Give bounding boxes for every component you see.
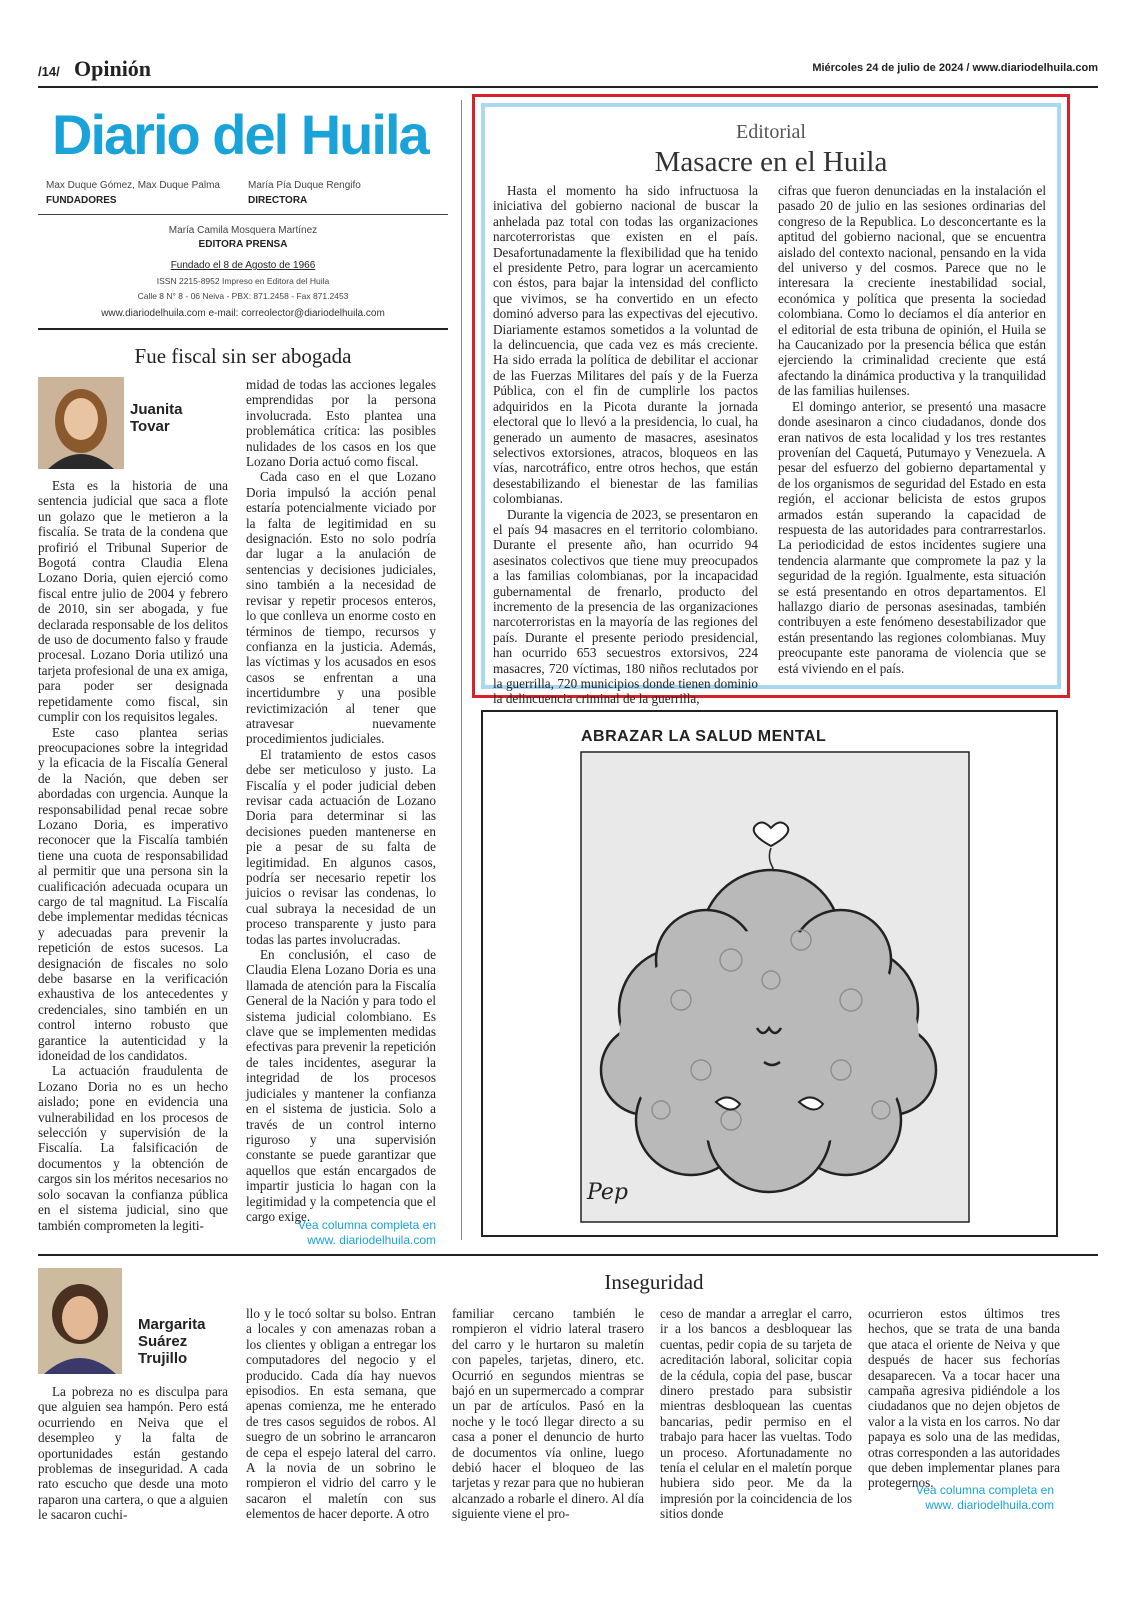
header-rule <box>38 86 1098 88</box>
bottom-section-rule <box>38 1254 1098 1256</box>
paragraph: ocurrieron estos últimos tres hechos, que se trata de una banda que ataca el oriente de Neiva y que después de hacer sus fechorías desaparecen. Va a tocar hacer una campaña agresiva pidiéndole a los ciudadanos que no dejen objetos de valor a la vista en los carros. No dar papaya es solo una de las medidas, otras corresponden a las autoridades que deben implementar planes para protegernos. <box>868 1306 1060 1491</box>
column2-text-2 <box>246 1306 436 1522</box>
director-name: María Pía Duque Rengifo <box>248 180 361 191</box>
read-more-link[interactable]: Vea columna completa en www. diariodelhuila.com <box>297 1218 436 1247</box>
editor-label: EDITORA PRENSA <box>198 239 288 250</box>
column2-text-3 <box>452 1306 644 1522</box>
author-portrait-icon <box>38 377 124 469</box>
paragraph: Cada caso en el que Lozano Doria impulsó la acción penal estaría potencialmente viciado por la falta de legitimidad en su designación. Esto no solo podría dar lugar a la anulación de sentencias y decisiones judiciales, sino también a la necesidad de revisar y repetir procesos enteros, lo que conlleva un enorme costo en términos de tiempo, recursos y confianza en la justicia. Además, las víctimas y los acusados en esos casos se enfrentan a una incertidumbre y una posible revictimización al tener que atravesar nuevamente procedimientos judiciales. <box>246 469 436 747</box>
date-site: Miércoles 24 de julio de 2024 / www.diariodelhuila.com <box>812 62 1098 74</box>
column2-text-1 <box>38 1384 228 1523</box>
paragraph: llo y le tocó soltar su bolso. Entran a locales y con amenazas roban a los clientes y obligan a entregar los computadores del negocio y el producido. Cada día hay nuevos episodios. En esta semana, que apenas comienza, me he enterado de tres casos seguidos de robos. Al suegro de un sobrino le arrancaron de cepa el espejo lateral del carro. A la novia de un sobrino le rompieron el vidrio del carro y le sacaron el maletín con sus elementos de hacer deporte. A otro <box>246 1306 436 1522</box>
cartoon-signature: Pep <box>587 1180 628 1205</box>
address: Calle 8 N° 8 - 06 Neiva - PBX: 871.2458 - Fax 871.2453 <box>137 291 349 301</box>
paragraph: Durante la vigencia de 2023, se presentaron en el país 94 masacres en el territorio colombiano. Durante el presente año, han ocurrido 94 asesinatos colectivos que tiene muy preocupados a las familias colombianas, por la incapacidad gubernamental de frenarlo, producto del incremento de la presencia de las organizaciones narcoterroristas en la mayoría de las regiones del país. Durante el presente periodo presidencial, han ocurrido 653 secuestros extorsivos, 224 masacres, 720 víctimas, 180 niños reclutados por la guerrilla, 720 municipios donde tienen dominio la delincuencia criminal de la guerrilla, <box>493 506 758 707</box>
editorial-title: Masacre en el Huila <box>654 146 888 178</box>
editorial-text-b <box>778 183 1046 676</box>
cartoon-frame <box>481 710 1058 1237</box>
paragraph: ceso de mandar a arreglar el carro, ir a los bancos a desbloquear las cuentas, pedir copia de su tarjeta de acreditación laboral, solicitar copia de la cédula, copia del pase, buscar dinero prestado para subsistir mientras desbloquean las cuentas bancarias, pedir permiso en el trabajo para hacer las vueltas. Todo un proceso. Afortunadamente no tenía el celular en el maletín porque hubiera sido peor. Me da la impresión por la coincidencia de los sitios donde <box>660 1306 852 1522</box>
paragraph: Hasta el momento ha sido infructuosa la iniciativa del gobierno nacional de buscar la anhelada paz total con todas las organizaciones narcoterroristas que existen en el país. Desafortunadamente la flexibilidad que ha tenido el presidente Petro, para lograr un acercamiento con éstos, para bajar la intensidad del conflicto que vivimos, se ha convertido en un efecto dominó adverso para las expectivas del ejecutivo. Diariamente estamos sometidos a la voluntad de la delincuencia, que cada vez es más creciente. Ha sido errada la política de debilitar el accionar de las Fuerzas Militares del país y de la Fuerza Pública, con el fin de cumplirle los pactos adquiridos en la Picota durante la jornada electoral que lo llevó a la presidencia, lo cual, ha generado un aumento de masacres, asesinatos selectivos extorsiones, atracos, bloqueos en las vías, narcotráfico, entre otros hechos, que están desestabilizando el bienestar de las familias colombianas. <box>493 183 758 507</box>
paragraph: La actuación fraudulenta de Lozano Doria no es un hecho aislado; pone en evidencia una vulnerabilidad en los procesos de selección y supervisión de la Fiscalía. La falsificación de documentos y la obtención de cargos sin los méritos necesarios no solo socavan la confianza pública en el sistema judicial, sino que también comprometen la legiti- <box>38 1063 228 1233</box>
column1-text-a <box>38 478 228 1233</box>
cartoon-title: ABRAZAR LA SALUD MENTAL <box>581 728 827 745</box>
paragraph: Este caso plantea serias preocupaciones sobre la integridad y la eficacia de la Fiscalía General de la Nación, que deben ser abordadas con urgencia. Aunque la responsabilidad penal recae sobre Lozano Doria, es imperativo reconocer que la Fiscalía también tiene una cuota de responsabilidad al permitir que una persona sin la cualificación adecuada ocupara un cargo de tal magnitud. La Fiscalía debe implementar medidas técnicas y adecuadas para prevenir la repetición de estos sucesos. La designación de fiscales no solo debe basarse en la verificación exhaustiva de los antecedentes y credenciales, sino también en un control interno robusto que garantice la autenticidad y la idoneidad de los candidatos. <box>38 724 228 1064</box>
contact: www.diariodelhuila.com e-mail: correolector@diariodelhuila.com <box>101 308 385 319</box>
masthead-bottom-rule <box>38 328 448 330</box>
editorial-text-a <box>493 183 758 707</box>
column-title: Inseguridad <box>604 1270 704 1294</box>
issn: ISSN 2215-8952 Impreso en Editora del Huila <box>156 276 330 286</box>
author-photo <box>38 1268 122 1374</box>
paragraph: El domingo anterior, se presentó una masacre donde asesinaron a cinco ciudadanos, donde dos eran nativos de esta localidad y los tres restantes provenían del Caquetá, Putumayo y Venezuela. A pesar del esfuerzo del gobierno departamental y de los organismos de seguridad del Estado en esta región, el accionar belicista de estos grupos armados están superando la capacidad de respuesta de las autoridades para contrarrestarlos. La periodicidad de estos incidentes sugiere una tendencia alarmante que compromete la paz y la seguridad de la región. Igualmente, esta situación se está presentando en otros departamentos. El hallazgo diario de personas asesinadas, también contribuyen a este fenómeno desestabilizador que están presentando las regiones colombianas. Muy preocupante este panorama de violencia que se está viviendo en el país. <box>778 398 1046 676</box>
page-header <box>38 56 1098 86</box>
section-title: Opinión <box>74 56 152 81</box>
cartoon-illustration <box>481 710 1058 1237</box>
author-photo <box>38 377 124 469</box>
column-title: Fue fiscal sin ser abogada <box>134 344 352 368</box>
founders-names: Max Duque Gómez, Max Duque Palma <box>46 180 220 191</box>
author-name: Juanita Tovar <box>130 401 183 435</box>
newspaper-logo: Diario del Huila <box>52 103 428 166</box>
paragraph: Esta es la historia de una sentencia judicial que saca a flote un golazo que le metieron a la fiscalía. Se trata de la condena que profirió el Tribunal Superior de Bogotá contra Claudia Elena Lozano Doria, quien ejerció como fiscal entre julio de 2004 y febrero de 2010, sin ser abogada, y fue declarada responsable de los delitos de uso de documento falso y fraude procesal. Lozano Doria utilizó una tarjeta profesional de una ex amiga, para poder ser designada repetidamente como fiscal, sin cumplir con los requisitos legales. <box>38 478 228 725</box>
founders-label: FUNDADORES <box>46 195 117 206</box>
editorial-kicker: Editorial <box>736 121 806 143</box>
column-separator <box>461 100 462 1240</box>
director-label: DIRECTORA <box>248 195 308 206</box>
paragraph: cifras que fueron denunciadas en la instalación el pasado 20 de julio en las sesiones ordinarias del congreso de la Republica. Lo desconcertante es la aptitud del gobierno nacional, que se encuentra aislado del contexto nacional, pensando en la vida del universo y del cosmos. Parece que no le interesara la creciente inestabilidad social, económica y política que presenta la sociedad colombiana. Como lo decíamos el día anterior en el editorial de esta tribuna de opinión, el Huila se ha Caucanizado por la presencia bélica que están ejerciendo la criminalidad creciente que está afectando la dinámica productiva y la tranquilidad de las familias huilenses. <box>778 183 1046 399</box>
masthead-rule-1 <box>38 214 448 215</box>
paragraph: El tratamiento de estos casos debe ser meticuloso y justo. La Fiscalía y el poder judicial deben revisar cada actuación de Lozano Doria para determinar si las decisiones pueden mantenerse en pie a pesar de su falta de legitimidad. En algunos casos, podría ser necesario repetir los juicios o revisar las condenas, lo cual subraya la necesidad de un proceso transparente y justo para todas las partes involucradas. <box>246 746 436 947</box>
editor-name: María Camila Mosquera Martínez <box>168 225 318 236</box>
author-portrait-icon <box>38 1268 122 1374</box>
masthead <box>38 100 448 335</box>
paragraph: familiar cercano también le rompieron el vidrio lateral trasero del carro y le hurtaron su maletín con papeles, tarjetas, dinero, etc. Ocurrió en segundos mientras se bajó en un supermercado a comprar un par de artículos. Pasó en la noche y le tocó llegar directo a su casa a poner el denuncio de hurto de documentos vía online, luego debió hacer el bloqueo de las tarjetas y rezar para que no hubieran alcanzado a robarle el dinero. Al día siguiente viene el pro- <box>452 1306 644 1522</box>
column2-text-5 <box>868 1306 1060 1491</box>
paragraph: La pobreza no es disculpa para que alguien sea hampón. Pero está ocurriendo en Neiva que el desempleo y la falta de oportunidades están gestando problemas de inseguridad. A cada rato escucho que desde una moto raparon una cartera, o que a alguien le sacaron cuchi- <box>38 1384 228 1523</box>
column2-text-4 <box>660 1306 852 1522</box>
founded-date: Fundado el 8 de Agosto de 1966 <box>170 260 316 271</box>
page-number: /14/ <box>38 64 60 79</box>
paragraph: En conclusión, el caso de Claudia Elena Lozano Doria es una llamada de atención para la Fiscalía General de la Nación y para todo el sistema judicial colombiano. Es clave que se implementen medidas efectivas para prevenir la repetición de tales incidentes, asegurar la integridad de los procesos judiciales y mantener la confianza en el sistema de justicia. Solo a través de un control interno riguroso y una supervisión constante se puede garantizar que aquellos que están encargados de impartir justicia lo hagan con la legitimidad y la competencia que el cargo exige. <box>246 947 436 1224</box>
paragraph: midad de todas las acciones legales emprendidas por la persona involucrada. Esto plantea una problemática crítica: las posibles nulidades de los casos en los que Lozano Doria actuó como fiscal. <box>246 377 436 470</box>
author-name: Margarita Suárez Trujillo <box>138 1316 206 1367</box>
column1-text-b <box>246 377 436 1224</box>
read-more-link[interactable]: Vea columna completa en www. diariodelhuila.com <box>915 1483 1054 1512</box>
